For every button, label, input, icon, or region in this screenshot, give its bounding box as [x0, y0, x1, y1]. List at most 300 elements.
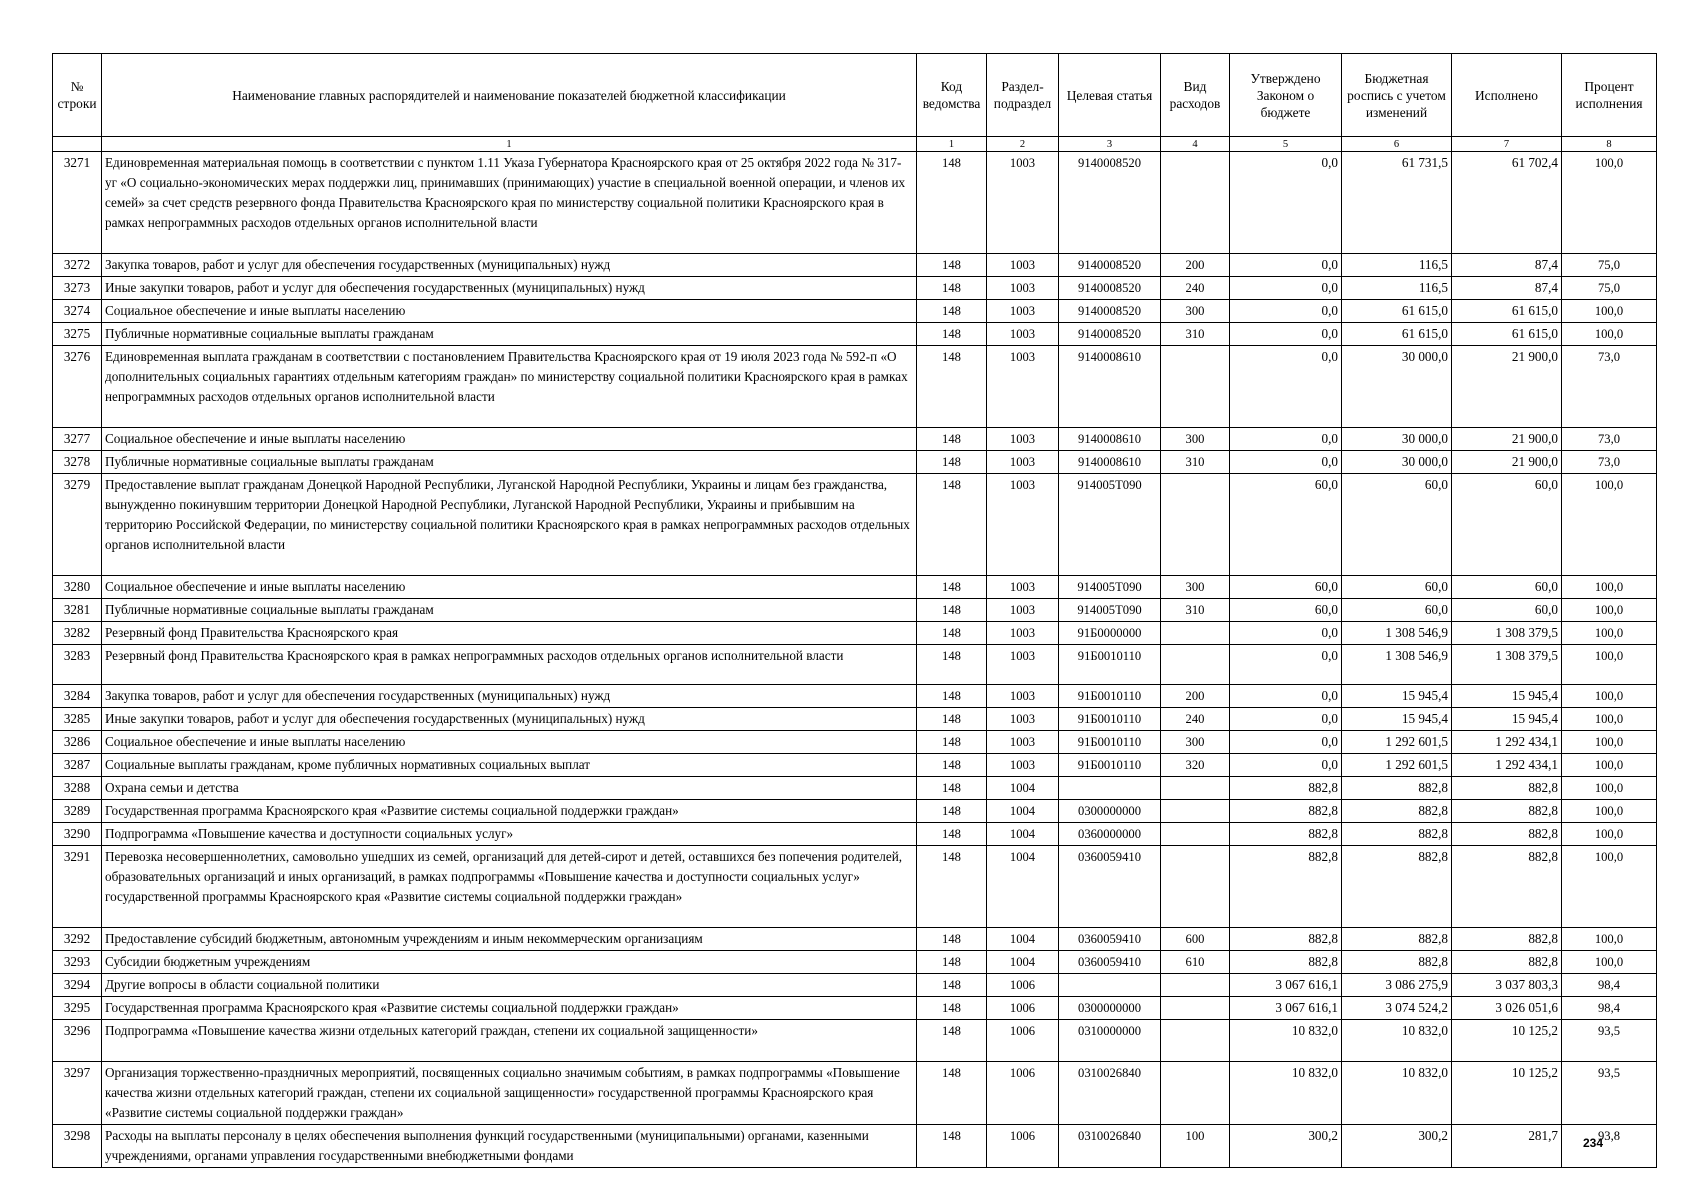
cell-department-code: 148	[917, 451, 987, 474]
cell-row-number: 3282	[53, 622, 102, 645]
cell-department-code: 148	[917, 474, 987, 576]
cell-section: 1003	[987, 323, 1059, 346]
cell-row-number: 3294	[53, 974, 102, 997]
cell-percent: 100,0	[1562, 846, 1657, 928]
table-row	[53, 428, 1657, 451]
col-header-department-code: Код ведомства	[917, 54, 987, 137]
cell-approved: 0,0	[1230, 754, 1342, 777]
cell-percent: 98,4	[1562, 974, 1657, 997]
cell-executed: 87,4	[1452, 254, 1562, 277]
col-number-8: 7	[1452, 137, 1562, 152]
cell-name: Субсидии бюджетным учреждениям	[102, 951, 917, 974]
cell-approved: 60,0	[1230, 474, 1342, 576]
cell-row-number: 3289	[53, 800, 102, 823]
col-number-4: 3	[1059, 137, 1161, 152]
cell-approved: 0,0	[1230, 277, 1342, 300]
cell-budget-schedule: 882,8	[1342, 800, 1452, 823]
cell-department-code: 148	[917, 254, 987, 277]
cell-section: 1003	[987, 346, 1059, 428]
cell-row-number: 3275	[53, 323, 102, 346]
cell-expense-type: 300	[1161, 731, 1230, 754]
cell-approved: 882,8	[1230, 846, 1342, 928]
cell-row-number: 3291	[53, 846, 102, 928]
cell-target-article: 0310000000	[1059, 1020, 1161, 1062]
budget-report-sheet	[52, 53, 1656, 1168]
cell-percent: 93,5	[1562, 1020, 1657, 1062]
cell-section: 1003	[987, 599, 1059, 622]
cell-department-code: 148	[917, 323, 987, 346]
cell-budget-schedule: 30 000,0	[1342, 346, 1452, 428]
cell-row-number: 3292	[53, 928, 102, 951]
table-row	[53, 928, 1657, 951]
cell-executed: 61 615,0	[1452, 323, 1562, 346]
cell-target-article: 914005Т090	[1059, 599, 1161, 622]
cell-approved: 882,8	[1230, 777, 1342, 800]
cell-name: Единовременная материальная помощь в соответствии с пунктом 1.11 Указа Губернатора Красноярского края от 25 октября 2022 года № 317-уг «О социально-экономических мерах поддержки лиц, принимавших (принимающих) участие в специальной военной операции, и членов их семей» за счет средств резервного фонда Правительства Красноярского края по министерству социальной политики Красноярского края в рамках непрограммных расходов отдельных органов исполнительной власти	[102, 152, 917, 254]
cell-expense-type	[1161, 1062, 1230, 1125]
cell-department-code: 148	[917, 1020, 987, 1062]
cell-approved: 10 832,0	[1230, 1020, 1342, 1062]
cell-expense-type: 200	[1161, 685, 1230, 708]
cell-department-code: 148	[917, 951, 987, 974]
cell-executed: 21 900,0	[1452, 428, 1562, 451]
cell-department-code: 148	[917, 622, 987, 645]
cell-section: 1003	[987, 152, 1059, 254]
table-row	[53, 152, 1657, 254]
cell-row-number: 3287	[53, 754, 102, 777]
cell-expense-type	[1161, 346, 1230, 428]
cell-section: 1004	[987, 823, 1059, 846]
cell-name: Охрана семьи и детства	[102, 777, 917, 800]
cell-percent: 100,0	[1562, 645, 1657, 685]
cell-target-article: 9140008520	[1059, 254, 1161, 277]
cell-executed: 882,8	[1452, 800, 1562, 823]
cell-department-code: 148	[917, 277, 987, 300]
cell-approved: 0,0	[1230, 346, 1342, 428]
cell-department-code: 148	[917, 576, 987, 599]
cell-name: Резервный фонд Правительства Красноярского края	[102, 622, 917, 645]
table-row	[53, 323, 1657, 346]
cell-section: 1004	[987, 800, 1059, 823]
cell-row-number: 3298	[53, 1125, 102, 1168]
cell-executed: 60,0	[1452, 474, 1562, 576]
cell-expense-type	[1161, 1020, 1230, 1062]
col-number-5: 4	[1161, 137, 1230, 152]
col-number-9: 8	[1562, 137, 1657, 152]
cell-executed: 60,0	[1452, 599, 1562, 622]
cell-approved: 0,0	[1230, 622, 1342, 645]
cell-percent: 100,0	[1562, 731, 1657, 754]
table-row	[53, 997, 1657, 1020]
cell-target-article: 0310026840	[1059, 1125, 1161, 1168]
col-number-2: 1	[917, 137, 987, 152]
cell-percent: 100,0	[1562, 622, 1657, 645]
cell-department-code: 148	[917, 777, 987, 800]
cell-percent: 93,8	[1562, 1125, 1657, 1168]
col-number-1: 1	[102, 137, 917, 152]
cell-name: Социальные выплаты гражданам, кроме публичных нормативных социальных выплат	[102, 754, 917, 777]
cell-budget-schedule: 882,8	[1342, 846, 1452, 928]
table-row	[53, 823, 1657, 846]
cell-row-number: 3297	[53, 1062, 102, 1125]
cell-percent: 75,0	[1562, 254, 1657, 277]
col-header-expense-type: Вид расходов	[1161, 54, 1230, 137]
cell-target-article: 91Б0010110	[1059, 731, 1161, 754]
cell-section: 1003	[987, 754, 1059, 777]
cell-approved: 0,0	[1230, 300, 1342, 323]
cell-target-article	[1059, 777, 1161, 800]
cell-executed: 87,4	[1452, 277, 1562, 300]
cell-row-number: 3288	[53, 777, 102, 800]
col-number-0	[53, 137, 102, 152]
col-number-6: 5	[1230, 137, 1342, 152]
cell-target-article: 0360059410	[1059, 928, 1161, 951]
cell-executed: 882,8	[1452, 951, 1562, 974]
cell-target-article: 9140008520	[1059, 300, 1161, 323]
cell-department-code: 148	[917, 974, 987, 997]
cell-approved: 3 067 616,1	[1230, 997, 1342, 1020]
cell-budget-schedule: 882,8	[1342, 823, 1452, 846]
cell-executed: 281,7	[1452, 1125, 1562, 1168]
cell-approved: 0,0	[1230, 254, 1342, 277]
cell-approved: 300,2	[1230, 1125, 1342, 1168]
cell-executed: 61 702,4	[1452, 152, 1562, 254]
cell-budget-schedule: 30 000,0	[1342, 428, 1452, 451]
cell-percent: 100,0	[1562, 323, 1657, 346]
cell-target-article: 0300000000	[1059, 997, 1161, 1020]
cell-executed: 21 900,0	[1452, 451, 1562, 474]
cell-expense-type: 300	[1161, 428, 1230, 451]
cell-executed: 882,8	[1452, 823, 1562, 846]
cell-expense-type	[1161, 622, 1230, 645]
cell-executed: 3 037 803,3	[1452, 974, 1562, 997]
cell-approved: 882,8	[1230, 800, 1342, 823]
cell-percent: 73,0	[1562, 346, 1657, 428]
table-row	[53, 731, 1657, 754]
cell-target-article: 0310026840	[1059, 1062, 1161, 1125]
cell-section: 1004	[987, 928, 1059, 951]
cell-expense-type: 320	[1161, 754, 1230, 777]
table-row	[53, 1125, 1657, 1168]
cell-percent: 100,0	[1562, 152, 1657, 254]
cell-target-article: 9140008520	[1059, 152, 1161, 254]
table-row	[53, 800, 1657, 823]
table-row	[53, 1020, 1657, 1062]
header-row	[53, 54, 1657, 137]
col-header-section: Раздел-подраздел	[987, 54, 1059, 137]
cell-executed: 882,8	[1452, 928, 1562, 951]
cell-expense-type	[1161, 823, 1230, 846]
cell-budget-schedule: 60,0	[1342, 474, 1452, 576]
cell-executed: 1 308 379,5	[1452, 645, 1562, 685]
cell-row-number: 3296	[53, 1020, 102, 1062]
cell-approved: 60,0	[1230, 599, 1342, 622]
table-row	[53, 708, 1657, 731]
cell-percent: 100,0	[1562, 708, 1657, 731]
col-header-approved: Утверждено Законом о бюджете	[1230, 54, 1342, 137]
cell-target-article: 9140008610	[1059, 346, 1161, 428]
cell-expense-type: 300	[1161, 576, 1230, 599]
cell-row-number: 3283	[53, 645, 102, 685]
cell-section: 1003	[987, 428, 1059, 451]
cell-budget-schedule: 882,8	[1342, 951, 1452, 974]
cell-department-code: 148	[917, 823, 987, 846]
cell-name: Подпрограмма «Повышение качества и доступности социальных услуг»	[102, 823, 917, 846]
table-body	[53, 152, 1657, 1168]
cell-expense-type	[1161, 846, 1230, 928]
cell-row-number: 3290	[53, 823, 102, 846]
cell-section: 1004	[987, 777, 1059, 800]
col-header-executed: Исполнено	[1452, 54, 1562, 137]
col-header-target-article: Целевая статья	[1059, 54, 1161, 137]
cell-name: Социальное обеспечение и иные выплаты населению	[102, 300, 917, 323]
cell-row-number: 3285	[53, 708, 102, 731]
cell-row-number: 3284	[53, 685, 102, 708]
cell-section: 1003	[987, 474, 1059, 576]
cell-name: Публичные нормативные социальные выплаты гражданам	[102, 599, 917, 622]
cell-name: Закупка товаров, работ и услуг для обеспечения государственных (муниципальных) нужд	[102, 254, 917, 277]
cell-expense-type: 240	[1161, 708, 1230, 731]
cell-section: 1003	[987, 451, 1059, 474]
cell-department-code: 148	[917, 152, 987, 254]
cell-budget-schedule: 3 086 275,9	[1342, 974, 1452, 997]
cell-department-code: 148	[917, 997, 987, 1020]
cell-name: Организация торжественно-праздничных мероприятий, посвященных социально значимым событиям, в рамках подпрограммы «Повышение качества жизни отдельных категорий граждан, степени их социальной защищенности» государственной программы Красноярского края «Развитие системы социальной поддержки граждан»	[102, 1062, 917, 1125]
cell-budget-schedule: 1 308 546,9	[1342, 645, 1452, 685]
cell-budget-schedule: 1 292 601,5	[1342, 754, 1452, 777]
col-number-7: 6	[1342, 137, 1452, 152]
cell-percent: 100,0	[1562, 685, 1657, 708]
cell-expense-type: 310	[1161, 599, 1230, 622]
cell-budget-schedule: 60,0	[1342, 599, 1452, 622]
cell-budget-schedule: 61 615,0	[1342, 323, 1452, 346]
cell-approved: 0,0	[1230, 731, 1342, 754]
col-number-3: 2	[987, 137, 1059, 152]
table-row	[53, 622, 1657, 645]
cell-target-article: 9140008610	[1059, 451, 1161, 474]
cell-target-article: 91Б0010110	[1059, 645, 1161, 685]
cell-target-article: 9140008520	[1059, 277, 1161, 300]
page-number: 234	[1583, 1136, 1604, 1150]
cell-budget-schedule: 1 292 601,5	[1342, 731, 1452, 754]
cell-executed: 882,8	[1452, 846, 1562, 928]
cell-row-number: 3272	[53, 254, 102, 277]
cell-department-code: 148	[917, 754, 987, 777]
cell-target-article: 0360059410	[1059, 846, 1161, 928]
cell-department-code: 148	[917, 685, 987, 708]
cell-approved: 882,8	[1230, 823, 1342, 846]
cell-budget-schedule: 882,8	[1342, 928, 1452, 951]
budget-table	[52, 53, 1657, 1168]
cell-percent: 100,0	[1562, 576, 1657, 599]
cell-expense-type: 610	[1161, 951, 1230, 974]
cell-executed: 10 125,2	[1452, 1062, 1562, 1125]
cell-executed: 1 292 434,1	[1452, 731, 1562, 754]
cell-target-article: 9140008520	[1059, 323, 1161, 346]
cell-name: Закупка товаров, работ и услуг для обеспечения государственных (муниципальных) нужд	[102, 685, 917, 708]
cell-section: 1003	[987, 277, 1059, 300]
column-number-row	[53, 137, 1657, 152]
cell-target-article: 0360059410	[1059, 951, 1161, 974]
cell-name: Другие вопросы в области социальной политики	[102, 974, 917, 997]
cell-approved: 0,0	[1230, 645, 1342, 685]
cell-target-article: 914005Т090	[1059, 576, 1161, 599]
cell-expense-type: 240	[1161, 277, 1230, 300]
cell-department-code: 148	[917, 346, 987, 428]
cell-row-number: 3278	[53, 451, 102, 474]
cell-budget-schedule: 61 731,5	[1342, 152, 1452, 254]
cell-approved: 60,0	[1230, 576, 1342, 599]
table-row	[53, 846, 1657, 928]
cell-section: 1003	[987, 731, 1059, 754]
cell-row-number: 3273	[53, 277, 102, 300]
cell-approved: 0,0	[1230, 152, 1342, 254]
cell-section: 1006	[987, 974, 1059, 997]
cell-executed: 882,8	[1452, 777, 1562, 800]
cell-name: Единовременная выплата гражданам в соответствии с постановлением Правительства Красноярского края от 19 июля 2023 года № 592-п «О дополнительных социальных гарантиях отдельным категориям граждан» по министерству социальной политики Красноярского края в рамках непрограммных расходов отдельных органов исполнительной власти	[102, 346, 917, 428]
cell-approved: 10 832,0	[1230, 1062, 1342, 1125]
table-row	[53, 254, 1657, 277]
cell-percent: 98,4	[1562, 997, 1657, 1020]
cell-expense-type: 600	[1161, 928, 1230, 951]
cell-department-code: 148	[917, 599, 987, 622]
table-row	[53, 974, 1657, 997]
cell-percent: 100,0	[1562, 928, 1657, 951]
table-row	[53, 754, 1657, 777]
cell-expense-type	[1161, 974, 1230, 997]
cell-percent: 75,0	[1562, 277, 1657, 300]
cell-approved: 0,0	[1230, 708, 1342, 731]
table-row	[53, 645, 1657, 685]
cell-budget-schedule: 3 074 524,2	[1342, 997, 1452, 1020]
cell-approved: 882,8	[1230, 951, 1342, 974]
cell-percent: 100,0	[1562, 599, 1657, 622]
cell-budget-schedule: 882,8	[1342, 777, 1452, 800]
cell-target-article: 91Б0010110	[1059, 685, 1161, 708]
cell-expense-type: 100	[1161, 1125, 1230, 1168]
cell-percent: 100,0	[1562, 823, 1657, 846]
cell-section: 1003	[987, 254, 1059, 277]
cell-percent: 73,0	[1562, 451, 1657, 474]
cell-percent: 100,0	[1562, 754, 1657, 777]
cell-department-code: 148	[917, 1125, 987, 1168]
cell-percent: 100,0	[1562, 474, 1657, 576]
cell-department-code: 148	[917, 1062, 987, 1125]
cell-approved: 3 067 616,1	[1230, 974, 1342, 997]
cell-section: 1004	[987, 951, 1059, 974]
cell-executed: 3 026 051,6	[1452, 997, 1562, 1020]
col-header-budget-schedule: Бюджетная роспись с учетом изменений	[1342, 54, 1452, 137]
cell-name: Перевозка несовершеннолетних, самовольно ушедших из семей, организаций для детей-сирот и детей, оставшихся без попечения родителей, образовательных организаций и иных организаций, в рамках подпрограммы «Повышение качества и доступности социальных услуг» государственной программы Красноярского края «Развитие системы социальной поддержки граждан»	[102, 846, 917, 928]
cell-name: Резервный фонд Правительства Красноярского края в рамках непрограммных расходов отдельных органов исполнительной власти	[102, 645, 917, 685]
cell-expense-type: 310	[1161, 323, 1230, 346]
cell-approved: 882,8	[1230, 928, 1342, 951]
cell-name: Государственная программа Красноярского края «Развитие системы социальной поддержки граждан»	[102, 997, 917, 1020]
cell-executed: 10 125,2	[1452, 1020, 1562, 1062]
cell-budget-schedule: 30 000,0	[1342, 451, 1452, 474]
table-row	[53, 277, 1657, 300]
cell-name: Публичные нормативные социальные выплаты гражданам	[102, 323, 917, 346]
cell-section: 1003	[987, 685, 1059, 708]
cell-expense-type	[1161, 152, 1230, 254]
cell-target-article: 9140008610	[1059, 428, 1161, 451]
cell-section: 1006	[987, 997, 1059, 1020]
cell-name: Социальное обеспечение и иные выплаты населению	[102, 731, 917, 754]
table-row	[53, 685, 1657, 708]
table-row	[53, 599, 1657, 622]
cell-row-number: 3277	[53, 428, 102, 451]
cell-row-number: 3276	[53, 346, 102, 428]
cell-row-number: 3279	[53, 474, 102, 576]
cell-department-code: 148	[917, 800, 987, 823]
cell-name: Социальное обеспечение и иные выплаты населению	[102, 428, 917, 451]
cell-target-article	[1059, 974, 1161, 997]
cell-department-code: 148	[917, 928, 987, 951]
cell-row-number: 3281	[53, 599, 102, 622]
cell-section: 1003	[987, 622, 1059, 645]
cell-executed: 21 900,0	[1452, 346, 1562, 428]
table-row	[53, 777, 1657, 800]
col-header-name: Наименование главных распорядителей и наименование показателей бюджетной классификации	[102, 54, 917, 137]
table-row	[53, 300, 1657, 323]
cell-row-number: 3271	[53, 152, 102, 254]
cell-budget-schedule: 300,2	[1342, 1125, 1452, 1168]
cell-target-article: 91Б0010110	[1059, 708, 1161, 731]
cell-department-code: 148	[917, 300, 987, 323]
cell-department-code: 148	[917, 731, 987, 754]
cell-budget-schedule: 116,5	[1342, 254, 1452, 277]
cell-executed: 60,0	[1452, 576, 1562, 599]
cell-expense-type: 200	[1161, 254, 1230, 277]
cell-target-article: 91Б0010110	[1059, 754, 1161, 777]
cell-section: 1003	[987, 300, 1059, 323]
cell-row-number: 3293	[53, 951, 102, 974]
cell-percent: 100,0	[1562, 300, 1657, 323]
cell-executed: 15 945,4	[1452, 708, 1562, 731]
table-row	[53, 1062, 1657, 1125]
cell-section: 1006	[987, 1020, 1059, 1062]
cell-percent: 73,0	[1562, 428, 1657, 451]
cell-budget-schedule: 10 832,0	[1342, 1020, 1452, 1062]
cell-expense-type	[1161, 474, 1230, 576]
cell-name: Предоставление выплат гражданам Донецкой Народной Республики, Луганской Народной Республики, Украины и лицам без гражданства, вынужденно покинувшим территории Донецкой Народной Республики, Луганской Народной Республики, Украины и прибывшим на территорию Российской Федерации, по министерству социальной политики Красноярского края в рамках непрограммных расходов отдельных органов исполнительной власти	[102, 474, 917, 576]
cell-budget-schedule: 1 308 546,9	[1342, 622, 1452, 645]
cell-percent: 100,0	[1562, 800, 1657, 823]
table-row	[53, 451, 1657, 474]
cell-percent: 93,5	[1562, 1062, 1657, 1125]
table-row	[53, 951, 1657, 974]
cell-approved: 0,0	[1230, 428, 1342, 451]
cell-expense-type	[1161, 800, 1230, 823]
cell-expense-type	[1161, 997, 1230, 1020]
cell-target-article: 91Б0000000	[1059, 622, 1161, 645]
cell-budget-schedule: 60,0	[1342, 576, 1452, 599]
cell-budget-schedule: 15 945,4	[1342, 708, 1452, 731]
cell-executed: 61 615,0	[1452, 300, 1562, 323]
cell-section: 1004	[987, 846, 1059, 928]
cell-name: Иные закупки товаров, работ и услуг для обеспечения государственных (муниципальных) нужд	[102, 277, 917, 300]
cell-name: Публичные нормативные социальные выплаты гражданам	[102, 451, 917, 474]
cell-section: 1003	[987, 576, 1059, 599]
cell-percent: 100,0	[1562, 777, 1657, 800]
cell-name: Государственная программа Красноярского края «Развитие системы социальной поддержки граждан»	[102, 800, 917, 823]
cell-percent: 100,0	[1562, 951, 1657, 974]
cell-section: 1003	[987, 708, 1059, 731]
cell-expense-type	[1161, 777, 1230, 800]
cell-budget-schedule: 15 945,4	[1342, 685, 1452, 708]
table-row	[53, 474, 1657, 576]
cell-executed: 1 292 434,1	[1452, 754, 1562, 777]
